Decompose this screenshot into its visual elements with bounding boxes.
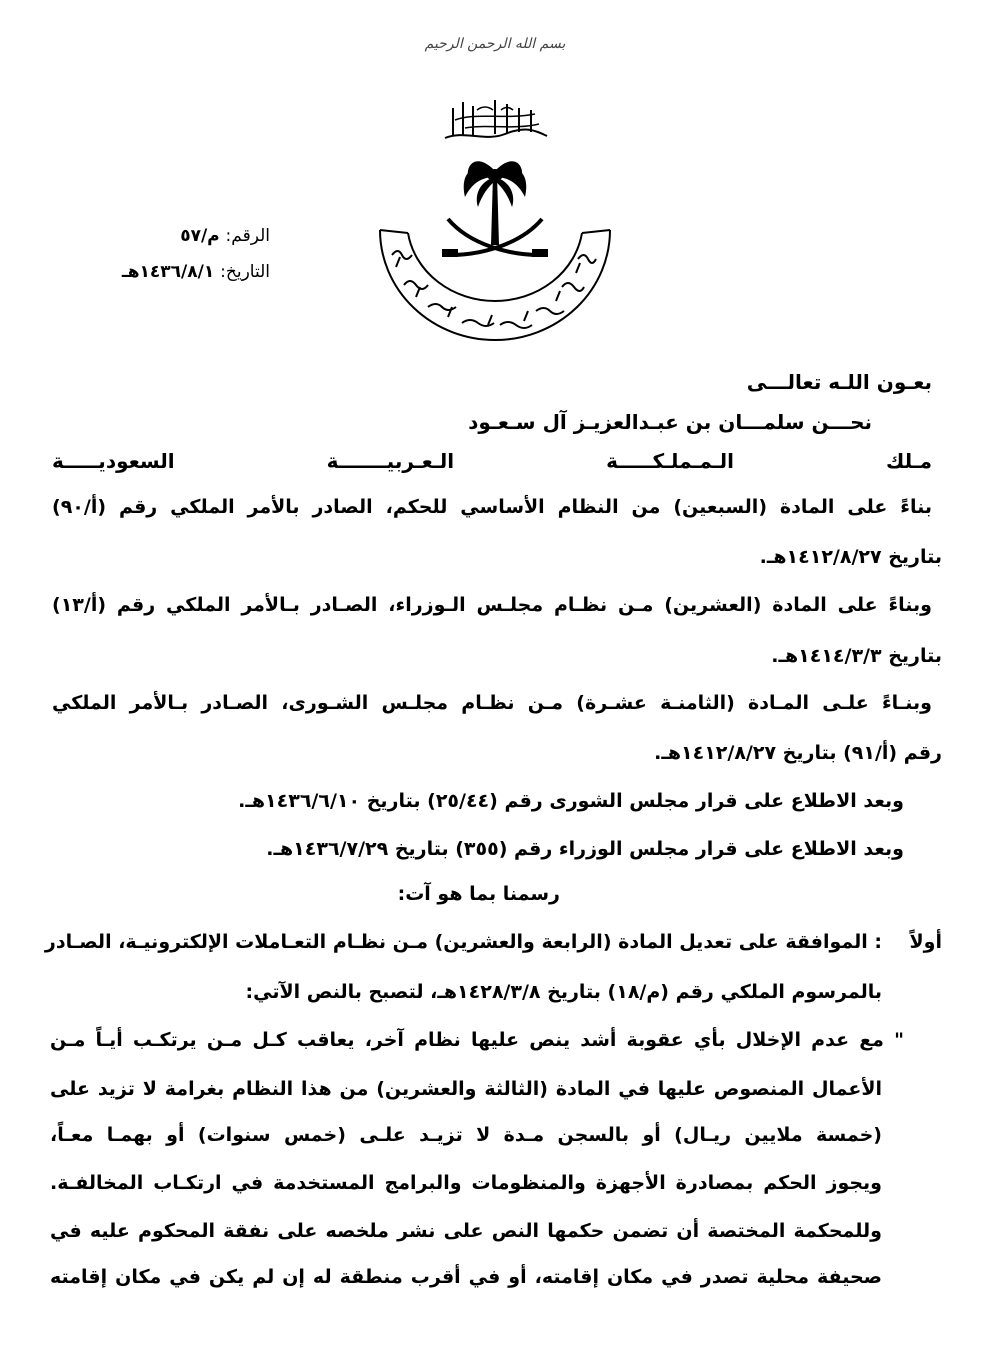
body-line: صحيفة محلية تصدر في مكان إقامته، أو في أقرب منطقة له إن لم يكن في مكان إقامته <box>50 1266 882 1288</box>
body-line: وبعد الاطلاع على قرار مجلس الشورى رقم (٢٥/٤٤) بتاريخ ١٤٣٦/٦/١٠هـ. <box>238 790 904 812</box>
body-line: بناءً على المادة (السبعين) من النظام الأساسي للحكم، الصادر بالأمر الملكي رقم (أ/٩٠) <box>52 496 932 518</box>
basmala: بسم الله الرحمن الرحيم <box>424 36 566 52</box>
reference-number <box>180 226 270 246</box>
reference-date-value: ١٤٣٦/٨/١هـ <box>121 262 215 282</box>
body-line: بتاريخ ١٤١٢/٨/٢٧هـ. <box>759 546 942 568</box>
reference-number-value: م/٥٧ <box>180 226 220 246</box>
clause-first-label: أولاً <box>909 931 942 953</box>
body-line: " مع عدم الإخلال بأي عقوبة أشد ينص عليها نظام آخر، يعاقب كـل مـن يرتكـب أيـاً مـن <box>50 1029 904 1051</box>
body-line: ويجوز الحكم بمصادرة الأجهزة والمنظومات والبرامج المستخدمة في ارتكـاب المخالفـة. <box>50 1172 882 1194</box>
body-line: وبناءً على المادة (العشرين) مـن نظـام مجلـس الـوزراء، الصـادر بـالأمر الملكي رقم (أ/١٣) <box>52 594 932 616</box>
reference-date-label: التاريخ: <box>220 262 270 282</box>
body-line: الأعمال المنصوص عليها في المادة (الثالثة والعشرين) من هذا النظام بغرامة لا تزيد على <box>50 1078 882 1100</box>
opening-line-2: نحـــن سلمـــان بن عبـدالعزيـز آل سـعـود <box>468 410 872 434</box>
shahada-calligraphy <box>435 90 555 150</box>
body-line: بالمرسوم الملكي رقم (م/١٨) بتاريخ ١٤٢٨/٣/٨هـ، لتصبح بالنص الآتي: <box>245 981 882 1003</box>
reference-date <box>122 262 270 282</box>
body-line: وبنـاءً علـى المـادة (الثامنـة عشـرة) مـن نظـام مجلـس الشـورى، الصـادر بـالأمر الملكي <box>52 692 932 714</box>
royal-emblem <box>370 155 620 345</box>
decree-intro: رسمنا بما هو آت: <box>397 883 560 905</box>
opening-line-3: مـلك الـمـملـكـــــة الـعـربيـــــــة السعوديـــــة <box>52 449 932 473</box>
body-line: وللمحكمة المختصة أن تضمن حكمها النص على نشر ملخصه على نفقة المحكوم عليه في <box>50 1220 882 1242</box>
reference-number-label: الرقم: <box>225 226 270 246</box>
body-line: : الموافقة على تعديل المادة (الرابعة والعشرين) مـن نظـام التعـاملات الإلكترونيـة، الصـادر <box>44 931 882 953</box>
body-line: بتاريخ ١٤١٤/٣/٣هـ. <box>771 645 942 667</box>
body-line: وبعد الاطلاع على قرار مجلس الوزراء رقم (٣٥٥) بتاريخ ١٤٣٦/٧/٢٩هـ. <box>266 838 904 860</box>
opening-line-1: بعـون اللـه تعالـــى <box>746 370 932 394</box>
body-line: رقم (أ/٩١) بتاريخ ١٤١٢/٨/٢٧هـ. <box>654 742 942 764</box>
body-line: (خمسة ملايين ريـال) أو بالسجن مـدة لا تزيـد علـى (خمس سنوات) أو بهمـا معـاً، <box>50 1124 882 1146</box>
